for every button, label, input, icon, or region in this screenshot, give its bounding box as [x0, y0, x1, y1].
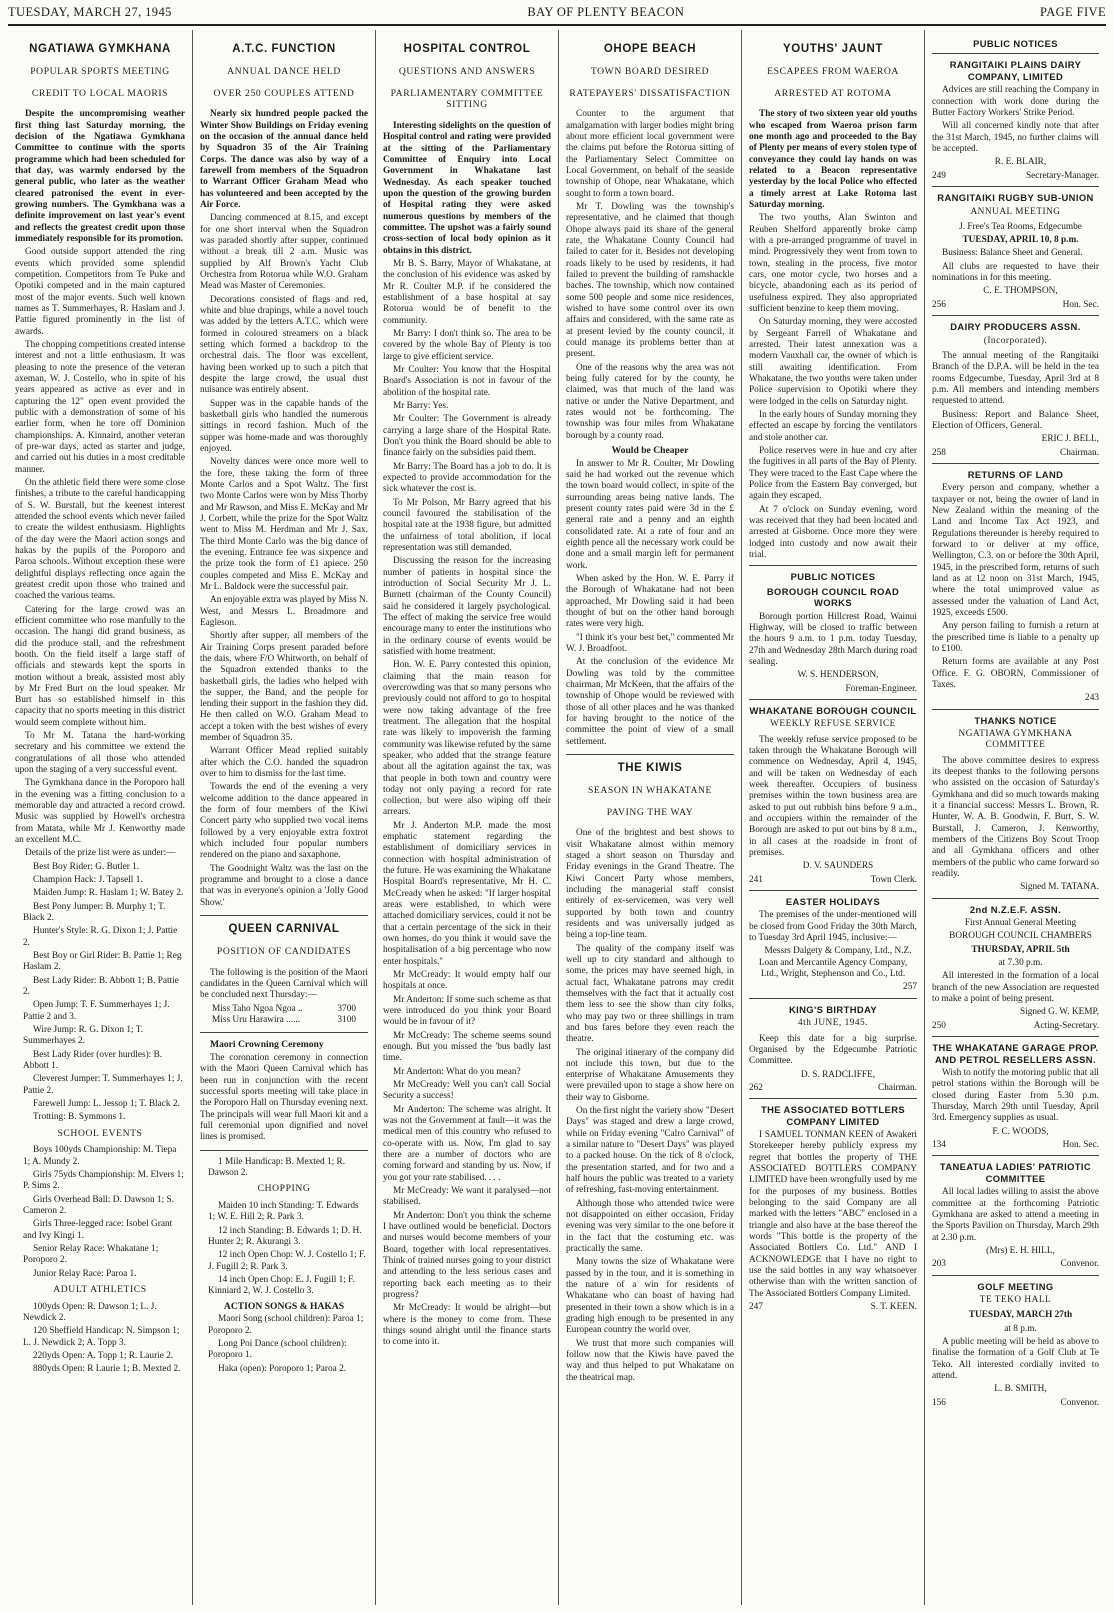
chopping-heading: CHOPPING: [257, 1183, 311, 1195]
kiwis-paragraph: On the first night the variety show "Desert Days" was staged and drew a large crowd, while on Friday evening "Calro Carnival" of a similar nature to "Desert Days" was played to a packed house. On the tick of 8 o'clock, the presentation started, and for two and a half hours the public was treated to a variety of refreshing, fast-moving entertainment.: [566, 1106, 734, 1196]
hospital-paragraph: Mr McCready: We want it paralysed—not stabilised.: [383, 1185, 551, 1208]
kiwis-paragraph: Although those who attended twice were not disappointed on either occasion, Friday evening was very similar to the one before it in the fact that the costuming etc. was practically the same.: [566, 1198, 734, 1255]
result-line: Senior Relay Race: Whakatane 1; Poroporo 2.: [23, 1243, 159, 1266]
notice-signer: C. E. THOMPSON,: [983, 286, 1058, 297]
hospital-paragraph: Mr Barry: Yes.: [393, 401, 449, 411]
queen-paragraph: The following is the position of the Maori candidates in the Queen Carnival which will be concluded next Thursday:—: [200, 967, 368, 1001]
kiwis-paragraph: The quality of the company itself was well up to city standard and although to some, the prices may have seemed high, in actual fact, Whakatane patrons may credit themselves with the fact that it actually cost them less to see the show than city folks, who may pay two or three shillings in tram and bus fares before they even reach the theatre.: [566, 943, 734, 1045]
notice-footer: [749, 1302, 917, 1313]
notice-ref: 249: [932, 170, 946, 181]
notice-subtitle: TE TEKO HALL: [979, 1295, 1052, 1305]
notice-body: The annual meeting of the Rangitaiki Branch of the D.P.A. will be held in the tea rooms Edgecumbe, Tuesday, April 3rd at 8 p.m. All members and intending members requested to attend.: [932, 350, 1099, 407]
gymkhana-paragraph: Good outside support attended the ring events which provided some splendid competition. Competitors from Te Puke and Opotiki competed and in the main captured most of the major events. Such well known names as T. Summerhayes, R. Haslam and J. Pattie figured prominently in the list of awards.: [15, 247, 185, 337]
result-line: Best Lady Rider: B. Abbott 1; B. Pattie 2.: [23, 975, 179, 998]
atc-lead: Nearly six hundred people packed the Winter Show Buildings on Friday evening on the occasion of the annual dance held by Squadron 35 of the Air Training Corps. The dance was also by way of a farewell from members of the Squadron to Warrant Officer Graham Mead who has volunteered and been accepted by the Air Force.: [200, 109, 368, 211]
thanks-notice: [932, 709, 1099, 894]
gymkhana-subtitle-2: CREDIT TO LOCAL MAORIS: [31, 87, 169, 99]
column-atc: [192, 30, 375, 1605]
adult-athletics-heading: ADULT ATHLETICS: [53, 1283, 147, 1295]
hospital-subtitle: QUESTIONS AND ANSWERS: [398, 66, 536, 78]
youths-headline: YOUTHS' JAUNT: [783, 43, 883, 55]
notice-header: PUBLIC NOTICES: [790, 571, 876, 583]
notice-subtitle: WEEKLY REFUSE SERVICE: [770, 719, 896, 730]
notice-signer: L. B. SMITH,: [994, 1384, 1047, 1395]
hospital-paragraph: Mr McCready: Well you can't call Social Security a success!: [383, 1080, 551, 1102]
youths-paragraph: Police reserves were in hue and cry after the fugitives in all parts of the Bay of Plenty. They were traced to the East Cape where the Police from the Eastern Bay converged, but again they escaped.: [749, 445, 917, 502]
youths-lead: The story of two sixteen year old youths who escaped from Waeroa prison farm one month ago and proceeded to the Bay of Plenty per means of every stolen type of conveyance they could lay hands on was related to a Beacon representative yesterday by the local Police who effected a timely arrest at Lake Rotoma last Saturday morning.: [749, 109, 917, 211]
result-line: Best Lady Rider (over hurdles): B. Abbott 1.: [23, 1049, 163, 1071]
notice-ref: 250: [932, 1020, 946, 1031]
notice-line: BOROUGH COUNCIL CHAMBERS: [949, 931, 1092, 942]
atc-paragraph: Towards the end of the evening a very welcome addition to the dance appeared in the form of four members of the Kiwi Concert party who supplied two vocal items followed by a very enjoyable extra foxtrot which included four popular numbers rendered on the piano and saxaphone.: [200, 782, 368, 861]
hospital-paragraph: Mr Barry: The Board has a job to do. It is expected to provide accommodation for the sick whatever the cost is.: [383, 461, 551, 495]
hospital-paragraph: Mr Coulter: The Government is already carrying a large share of the Hospital Rate. Don't you think the Board should be able to finance fairly on the subsidies paid them.: [383, 414, 551, 459]
gymkhana-subtitle: POPULAR SPORTS MEETING: [30, 66, 170, 78]
notice-body: Keep this date for a big surprise. Organised by the Edgecumbe Patriotic Committee.: [749, 1033, 917, 1067]
kiwis-paragraph: Many towns the size of Whakatane were passed by in the tour, and it is something in the nature of a win for residents of Whakatane who can boast of having had presented in their town a show which is in a grading high enough to be presented in any European country the world over.: [566, 1257, 734, 1336]
result-line: Maiden 10 inch Standing: T. Edwards 1; W. E. Hill 2; R. Park 3.: [208, 1201, 359, 1223]
gymkhana-paragraph: The Gymkhana dance in the Poroporo hall in the evening was a fitting conclusion to a memorable day and attracted a record crowd. Music was supplied by Howell's orchestra from Matata, while Mr J. Kenworthy made an excellent M.C.: [15, 778, 185, 846]
notice-body: The above committee desires to express its deepest thanks to the following persons who assisted on the occasion of Saturday's Gymkhana and did so much towards making it a financial success: Messrs L. Brown, R. Hunter, W. A. B. Goodwin, F. Burt, S. W. Burstall, J. Cameron, J. Kenworthy, members of the Citizens Boy Scout Troop and all Gymkhana officers and other members of the public who came forward so readily.: [932, 755, 1099, 879]
notice-body: A public meeting will be held as above to finalise the formation of a Golf Club at Te Teko. All interested cordially invited to attend.: [932, 1336, 1099, 1381]
gymkhana-paragraph: The chopping competitions created intense interest and not a little enthusiasm. It was pleasing to note the presence of the veteran axeman, W. J. Costello, who in spite of his years appeared as active as ever and in capturing the 12" open event provided the public with a demonstration of some of his earlier form, when he tore off Dominion championships. A. Kinnaird, another veteran of pre-war days, acted as starter and judge, and carried out his duties in a most creditable manner.: [15, 339, 185, 475]
notice-title: RANGITAIKI RUGBY SUB-UNION: [937, 192, 1094, 204]
candidate-votes: 3700: [337, 1003, 356, 1014]
queen-headline: QUEEN CARNIVAL: [228, 923, 340, 936]
notice-body: Return forms are available at any Post Office. F. G. OBORN, Commissioner of Taxes.: [932, 657, 1099, 690]
hospital-paragraph: Mr Anderton: What do you mean?: [393, 1066, 521, 1077]
hospital-paragraph: Mr B. S. Barry, Mayor of Whakatane, at the conclusion of his evidence was asked by Mr R. Coulter M.P. if he considered the establishment of a base hospital at say Rotorua would be of benefit to the community.: [383, 259, 551, 326]
notice-body: I SAMUEL TONMAN KEEN of Awakeri Storekeeper hereby publicly express my regret that bottles the property of THE ASSOCIATED BOTTLERS COMPANY LIMITED have been wrongfully used by me for the purposes of my business. Bottles belonging to the said Company are all marked with the letters "ABC" enclosed in a triangle and also have at the base thereof the words "This bottle is the property of the Associated Bottlers Co. Ltd." AND I ACKNOWLEDGE that I have no right to use the said bottles in any way whatsoever otherwise than with the written sanction of The Associated Bottlers Company Limited.: [749, 1130, 917, 1299]
easter-notice: [749, 890, 917, 994]
notice-title: RANGITAIKI PLAINS DAIRY COMPANY, LIMITED: [949, 59, 1082, 82]
notice-body: Advices are still reaching the Company in connection with work done during the Butter Factory Workers' Strike Period.: [932, 85, 1099, 119]
notice-ref: 243: [1085, 693, 1099, 704]
result-line: Wire Jump: R. G. Dixon 1; T. Summerhayes 2.: [23, 1025, 144, 1047]
masthead-rule: [8, 24, 1106, 26]
newspaper-name: BAY OF PLENTY BEACON: [527, 4, 685, 19]
rangitaiki-dairy-notice: [932, 53, 1099, 182]
result-line: 100yds Open: R. Dawson 1; L. J. Newdick 2.: [23, 1301, 157, 1323]
notice-signer-title: Town Clerk.: [870, 874, 917, 885]
notice-title: RETURNS OF LAND: [967, 468, 1064, 480]
road-works-notice: [749, 565, 917, 695]
ohope-paragraph: Counter to the argument that amalgamation with larger bodies might bring about more efficient local government were the claims put before the Rotorua sitting of the Parliamentary Select Committee on Local Government, on behalf of the seaside township of Ohope, near Whakatane, which sought to form a town board.: [566, 109, 734, 199]
youths-subtitle-2: ARRESTED AT ROTOMA: [774, 87, 892, 99]
newspaper-page: [8, 30, 1106, 1605]
notice-date: TUESDAY, APRIL 10, 8 p.m.: [962, 235, 1079, 246]
notice-title: DAIRY PRODUCERS ASSN.: [950, 321, 1081, 333]
notice-title: WHAKATANE BOROUGH COUNCIL: [749, 704, 917, 716]
notice-signer-title: Secretary-Manager.: [1025, 170, 1099, 181]
candidate-name: Miss Taho Ngoa Ngoa ..: [212, 1003, 303, 1014]
atc-paragraph: Shortly after supper, all members of the Air Training Corps present paraded before the dais, where F/O Whitworth, on behalf of the Squadron extended thanks to the basketball girls, the ladies who helped with the supper, the Band, and the people for lending their support in the fashion they did. He then called on W.O. Graham Mead to accept a token with the best wishes of every member of Squadron 35.: [200, 631, 368, 744]
ohope-crosshead: Would be Cheaper: [611, 444, 689, 456]
notice-time: at 7.30 p.m.: [998, 958, 1043, 969]
notice-body: Business: Balance Sheet and General.: [942, 248, 1083, 259]
gymkhana-paragraph: On the athletic field there were some close finishes, a tribute to the careful handicapping of S. W. Burstall, but the keenest interest attended the school events which never failed to create the wildest enthusiasm. Highlights of the day were the Maori action songs and hakas by the pupils of the Poroporo and Paroa schools. Without exception these were delightful displays reflecting once again the greatest credit upon those who trained and coached the various teams.: [15, 477, 185, 602]
notice-signer-title: Convenor.: [1060, 1259, 1099, 1270]
column-ohope-kiwis: [558, 30, 741, 1605]
nzef-notice: [932, 898, 1099, 1032]
result-line: Maori Song (school children): Paroa 1; Poroporo 2.: [208, 1314, 364, 1336]
notice-subtitle: NGATIAWA GYMKHANA COMMITTEE: [958, 729, 1073, 751]
dairy-producers-notice: [932, 315, 1099, 459]
hospital-paragraph: Mr Coulter: You know that the Hospital Board's Association is not in favour of the abolition of the hospital rate.: [383, 365, 551, 398]
notice-body: Every person and company, whether a taxpayer or not, being the owner of land in New Zealand within the meaning of the Land and Income Tax Act 1923, and Regulations thereunder is hereby required to forward to or deliver at my office, Wellington, C.3. on or before the 30th April, 1945, in the prescribed form, returns of such land as at 12 noon on 31st March, 1945, where the total unimproved value as assessed under the valuation of Land Act, 1925, exceeds £500.: [932, 483, 1099, 618]
notice-signer: F. C. WOODS,: [992, 1126, 1049, 1137]
candidate-votes: 3100: [337, 1015, 356, 1026]
candidate-row: [200, 1015, 368, 1026]
column-gymkhana: [8, 30, 192, 1605]
notice-signer: S. T. KEEN.: [870, 1302, 917, 1313]
ohope-paragraph: When asked by the Hon. W. E. Parry if the Borough of Whakatane had not been approached, Mr Dowling said it had been thought of but on the other hand borough rates were very high.: [566, 573, 734, 630]
refuse-notice: [749, 699, 917, 886]
notice-footer: [932, 1259, 1099, 1270]
notice-signer: Signed M. TATANA.: [1020, 882, 1099, 893]
hospital-paragraph: Mr Barry: I don't think so. The area to be covered by the whole Bay of Plenty is too large to give efficient service.: [383, 329, 551, 362]
notice-signer: R. E. BLAIR,: [994, 157, 1047, 168]
notice-footer: [932, 300, 1099, 311]
notice-body: Any person failing to furnish a return at the prescribed time is liable to a penalty up to £100.: [932, 621, 1099, 654]
notice-subtitle: (Incorporated).: [983, 335, 1048, 346]
hospital-paragraph: Hon. W. E. Parry contested this opinion, claiming that the main reason for overcrowding was that so many persons who previously could not afford to go to hospital were now taking advantage of the free treatment. The allegation that the hospital rate was likely to impoverish the farming community was likewise refuted by the same speaker, who added that the strange feature about all the agitation against the tax, was that people in both town and country were today not only paying a record for rate collection, but were also wiping off their arrears.: [383, 660, 551, 818]
atc-paragraph: Novelty dances were once more well to the fore, these taking the form of three Monte Carlos and a Spot Waltz. The first two Monte Carlos were won by Miss Thorby and Mr Rawson, and Miss E. McKay and Mr J. Corbett, while the prize for the Spot Waltz went to Miss M. Herdman and Mr J. Sax. The third Monte Carlo was the big dance of the evening. Entrance fee was sixpence and the prize took the form of £1 apiece. 250 couples competed and Miss E. McKay and Mr L. Baldock were the successful pair.: [200, 457, 368, 592]
notice-firms: Messrs Dalgety & Company, Ltd., N.Z. Loan and Mercantile Agency Company, Ltd., Wright, Stephenson and Co., Ltd.: [758, 946, 912, 980]
hospital-paragraph: To Mr Polson, Mr Barry agreed that his council favoured the stabilisation of the hospital rate at the 1938 figure, but admitted the unfairness of total abolition, if local representation was still demanded.: [383, 497, 551, 553]
result-line: Farewell Jump: L. Jessop 1; T. Black 2.: [33, 1098, 180, 1109]
notice-signer: W. S. HENDERSON,: [797, 670, 879, 681]
notice-body: All interested in the formation of a local branch of the new Association are requested to make a point of being present.: [932, 971, 1099, 1005]
notice-date: THURSDAY, APRIL 5th: [971, 944, 1070, 955]
notice-body: All clubs are requested to have their nominations in for this meeting.: [932, 261, 1099, 284]
notice-title: GOLF MEETING: [977, 1280, 1054, 1292]
adult-results: [15, 1302, 185, 1376]
notice-signer-title: Acting-Secretary.: [1033, 1020, 1099, 1031]
atc-subtitle-2: OVER 250 COUPLES ATTEND: [213, 87, 355, 99]
notice-footer: [932, 1140, 1099, 1151]
kiwis-paragraph: We trust that more such companies will follow now that the Kiwis have paved the way and thus helped to put Whakatane on the theatrical map.: [566, 1338, 734, 1383]
ohope-subtitle-2: RATEPAYERS' DISSATISFACTION: [569, 87, 731, 99]
result-line: 14 inch Open Chop: E. J. Fugill 1; F. Kinniard 2, W. J. Costello 3.: [208, 1275, 355, 1297]
notice-body: The premises of the under-mentioned will be closed from Good Friday the 30th March, to Tuesday 3rd April 1945, inclusive:—: [749, 910, 917, 944]
atc-subtitle: ANNUAL DANCE HELD: [227, 66, 341, 78]
notice-venue: J. Free's Tea Rooms, Edgecumbe: [959, 221, 1082, 232]
hospital-paragraph: Mr Anderton: If some such scheme as that were introduced do you think your Board would be in favour of it?: [383, 994, 551, 1028]
ohope-paragraph: In answer to Mr R. Coulter, Mr Dowling said he had worked out the revenue which the town board would collect, in spite of the surrounding areas being native lands. The present county rates paid were 3d in the £ general rate and a penny and an eighth consolidated rate. At a rate of four and an eighth pence all the necessary work could be done and a small margin left for permanent work.: [566, 458, 734, 571]
result-line: Girls 75yds Championship: M. Elvers 1; P. Sims 2.: [23, 1170, 184, 1192]
notice-body: The weekly refuse service proposed to be taken through the Whakatane Borough will commence on Wednesday, April 4, 1945, and will be taken on Wednesday of each week thereafter. Occupiers of business premises within the town business area are asked to put out rubbish bins before 9 a.m., and occupiers within the remainder of the Borough are asked to put out bins by 8 a.m., in all cases at the roadside in front of premises.: [749, 734, 917, 858]
notice-title: 2nd N.Z.E.F. ASSN.: [969, 903, 1062, 915]
hospital-paragraph: Mr McCready: It would be alright—but where is the money to come from. These things sound alright until the finance starts to come into it.: [383, 1303, 551, 1348]
notice-signer-title: Foreman-Engineer.: [845, 683, 917, 694]
hospital-paragraph: Mr Anderton: The scheme was alright. It was not the Government at fault—it was the medical men of this country who refused to co-operate with us. Now, I'm glad to say there are a number of doctors who are coming forward and standing by us. Now, if you got your rate stabilised. . . .: [383, 1104, 551, 1183]
result-line: Trotting: B. Symmons 1.: [33, 1112, 126, 1123]
hospital-paragraph: Mr J. Anderton M.P. made the most emphatic statement regarding the establishment of domiciliary services in connection with hospital administration of the future. He was examining the Whakatane Hospital Board's representative, Mr H. C. McCready when he asked: "If larger hospital areas were established, to which were attached domiciliary services, could it not be that a certain percentage of the sick in their own homes, do you think it would save the hospitalisation of a big percentage who now enter hospitals.": [383, 820, 551, 967]
hospital-paragraph: Mr McCready: It would empty half our hospitals at once.: [383, 970, 551, 992]
column-youths-notices: [741, 30, 924, 1605]
notice-subtitle: ANNUAL MEETING: [970, 206, 1061, 217]
gymkhana-paragraph: To Mr M. Tatana the hard-working secretary and his committee we extend the congratulations of all those who attended upon the staging of a very successful event.: [15, 731, 185, 776]
notice-footer: [932, 448, 1099, 459]
notice-signer: (Mrs) E. H. HILL,: [986, 1245, 1055, 1256]
result-line: Boys 100yds Championship: M. Tiepa 1; A. Mundy 2.: [23, 1145, 177, 1167]
notice-body: Wish to notify the motoring public that all petrol stations within the Borough will be closed during Easter from 5.30 p.m. Thursday, March 29th until Tuesday, April 3rd. Emergency supplies as usual.: [932, 1068, 1099, 1124]
taneatua-notice: [932, 1155, 1099, 1270]
gymkhana-paragraph: Catering for the large crowd was an efficient committee who rose manfully to the occasion. The hangi did grand business, as did the produce stall, and the refreshment booth. On the field itself a large staff of officials and stewards kept the sports in motion without a break, assisted most ably by Mr Fred Burt on the loud speaker. Mr Burt has so established himself in this capacity that no sports meeting in this district would seem complete without him.: [15, 604, 185, 728]
section-rule: [200, 915, 368, 916]
issue-date: TUESDAY, MARCH 27, 1945: [8, 4, 172, 19]
candidate-row: [200, 1004, 368, 1015]
ohope-paragraph: At the conclusion of the evidence Mr Dowling was told by the committee chairman, Mr McKeen, that the affairs of the township of Ohope would be reviewed with those of all other places and he was thanked for having brought to the notice of the committee the point of view of a small settlement.: [566, 657, 734, 747]
notice-body: Business: Report and Balance Sheet, Election of Officers, General.: [932, 409, 1099, 431]
gymkhana-paragraph: Details of the prize list were as under:—: [25, 848, 176, 859]
result-line: Maiden Jump: R. Haslam 1; W. Batey 2.: [33, 888, 184, 899]
kiwis-subtitle: SEASON IN WHAKATANE: [588, 784, 712, 796]
notice-title: THANKS NOTICE: [974, 714, 1057, 726]
column-public-notices: [924, 30, 1106, 1605]
youths-paragraph: At 7 o'clock on Sunday evening, word was received that they had been located and arrested at Gisborne. Once more they were lodged into custody and now await their trial.: [749, 504, 917, 560]
youths-paragraph: On Saturday morning, they were accosted by Sergeant Farrell of Whakatane and arrested. Their latest annexation was a modern Vauxhall car, the owner of which is still awaiting identification. From Whakatane, the two youths were taken under Police supervision to Opotiki where they were lodged in the cells on Saturday night.: [749, 317, 917, 407]
notice-time: at 8 p.m.: [1004, 1323, 1037, 1334]
atc-paragraph: Supper was in the capable hands of the basketball girls who handled the numerous sittings in record fashion. Much of the supper was home-made and was thoroughly enjoyed.: [200, 398, 368, 454]
result-line: Junior Relay Race: Paroa 1.: [33, 1268, 137, 1279]
atc-paragraph: Dancing commenced at 8.15, and except for one short interval when the Squadron was paraded shortly after supper, continued without a break till 2 a.m. Music was supplied by Alf Brown's Yacht Club Orchestra from Rotorua while W.O. Graham Mead was Master of Ceremonies.: [200, 213, 368, 292]
ohope-paragraph: "I think it's your best bet," commented Mr W. J. Broadfoot.: [566, 632, 734, 654]
atc-paragraph: An enjoyable extra was played by Miss N. West, and Messrs L. Broadmore and Eagleson.: [200, 595, 369, 628]
ohope-paragraph: One of the reasons why the area was not being fully catered for by the county, he claimed, was that much of the land was native or under the Native Department, and rates would not be forthcoming. The township was four miles from Whakatane borough by a county road.: [566, 362, 734, 441]
result-line: Haka (open): Poroporo 1; Paroa 2.: [218, 1363, 347, 1374]
atc-headline: A.T.C. FUNCTION: [232, 43, 336, 55]
notice-signer: ERIC J. BELL,: [1041, 434, 1099, 445]
result-line: 1 Mile Handicap: B. Mexted 1; R. Dawson 2.: [208, 1156, 346, 1179]
kiwis-paragraph: One of the brightest and best shows to visit Whakatane almost within memory staged a short season on Thursday and Friday evenings in the Grand Theatre. The Kiwi Concert Party whose members, including the managerial staff consist entirely of ex-servicemen, was very well supported by both town and country residents and was universally judged as being a top-line team.: [566, 828, 734, 941]
notice-title: THE ASSOCIATED BOTTLERS COMPANY LIMITED: [760, 1104, 906, 1127]
ohope-subtitle: TOWN BOARD DESIRED: [590, 66, 710, 78]
notice-signer-title: Chairman.: [1060, 447, 1099, 458]
section-rule: [566, 754, 734, 755]
notice-footer: [932, 171, 1099, 182]
notice-ref: 257: [903, 982, 917, 993]
notice-ref: 256: [932, 299, 946, 310]
notice-title: EASTER HOLIDAYS: [785, 895, 881, 907]
result-line: Cleverest Jumper: T. Summerhayes 1; J. Pattie 2.: [23, 1074, 183, 1096]
result-line: Best Pony Jumper: B. Murphy 1; T. Black 2.: [23, 901, 166, 924]
atc-paragraph: Warrant Officer Mead replied suitably after which the C.O. handed the squadron over to him to dismiss for the last time.: [200, 746, 368, 780]
notice-line: First Annual General Meeting: [964, 918, 1077, 929]
notice-signer-title: Hon. Sec.: [1062, 299, 1099, 310]
youths-subtitle: ESCAPEES FROM WAEROA: [767, 66, 899, 78]
notice-ref: 203: [932, 1259, 946, 1270]
result-line: Girls Overhead Ball: D. Dawson 1; S. Cameron 2.: [23, 1194, 174, 1216]
returns-of-land-notice: [932, 463, 1099, 705]
notice-title: TANEATUA LADIES' PATRIOTIC COMMITTEE: [939, 1161, 1092, 1184]
notice-footer: [932, 1398, 1099, 1409]
notice-footer: [749, 1083, 917, 1094]
result-line: 220yds Open: A. Topp 1; R. Laurie 2.: [33, 1350, 174, 1361]
notice-signer-title: Convenor.: [1060, 1397, 1099, 1408]
section-rule: [200, 1032, 368, 1033]
result-line: Girls Three-legged race: Isobel Grant and Ivy Kingi 1.: [23, 1219, 173, 1241]
notice-ref: 134: [932, 1139, 946, 1150]
result-line: 120 Sheffield Handicap: N. Simpson 1; L. J. Newdick 2; A. Topp 3.: [23, 1326, 180, 1348]
kings-birthday-notice: [749, 998, 917, 1094]
notice-signer: D. S. RADCLIFFE,: [800, 1069, 876, 1080]
column-hospital: [375, 30, 558, 1605]
notice-ref: 247: [749, 1302, 763, 1313]
notice-footer: [932, 1021, 1099, 1032]
golf-notice: [932, 1275, 1099, 1409]
result-line: 12 inch Standing: B. Edwards 1; D. H. Hunter 2; R. Akurangi 3.: [208, 1225, 362, 1248]
kiwis-paragraph: The original itinerary of the company did not include this town, but due to the enterprise of Whakatane Amusements they were prevailed upon to stage a show here on their way to Gisborne.: [566, 1047, 734, 1103]
result-line: Hunter's Style: R. G. Dixon 1; J. Pattie 2.: [23, 926, 178, 948]
ring-results: [15, 862, 185, 1124]
notice-date: TUESDAY, MARCH 27th: [968, 1310, 1073, 1321]
notice-ref: 241: [749, 874, 763, 885]
hospital-headline: HOSPITAL CONTROL: [403, 43, 531, 55]
school-results: [15, 1145, 185, 1280]
notice-signer: Signed G. W. KEMP,: [1019, 1007, 1099, 1018]
hospital-paragraph: Mr Anderton: Don't you think the scheme I have outlined would be beneficial. Doctors and nurses would become members of your Board, together with local representatives. Think of trained nurses going to your district and attending to the less serious cases and reporting back each meeting as to their progress?: [383, 1210, 551, 1300]
atc-paragraph: The Goodnight Waltz was the last on the programme and brought to a close a dance that was in everyone's opinion a 'Jolly Good Show.': [200, 863, 368, 908]
crowning-paragraph: The coronation ceremony in connection with the Maori Queen Carnival which has been run in conjunction with the recent successful sports meeting will take place in the Poroporo Hall on Thursday evening next. The principals will wear full Maori kit and a full ceremonial upon dignified and novel lines is promised.: [200, 1053, 368, 1143]
notice-signer-title: Hon. Sec.: [1062, 1139, 1099, 1150]
queen-subtitle: POSITION OF CANDIDATES: [216, 946, 352, 958]
section-rule: [200, 1150, 368, 1151]
notice-date: 4th JUNE, 1945.: [798, 1018, 868, 1029]
notice-body: All local ladies willing to assist the above committee at the forthcoming Patriotic Gymkhana are asked to attend a meeting in the Sports Pavilion on Thursday, March 29th at 2.30 p.m.: [932, 1187, 1099, 1243]
result-line: Best Boy Rider: G. Butler 1.: [33, 861, 140, 872]
hospital-lead: Interesting sidelights on the question of Hospital control and rating were provided at the sitting of the Parliamentary Committee of Enquiry into Local Government in Whakatane last Wednesday. As each speaker touched upon the question of the growing burden of Hospital rating they were asked numerous questions by members of the committee. The upshot was a fairly sound cross-section of local body opinion as it obtains in this district.: [383, 121, 551, 256]
result-line: Long Poi Dance (school children): Poroporo 1.: [208, 1339, 347, 1361]
gymkhana-headline: NGATIAWA GYMKHANA: [29, 43, 171, 55]
masthead: [8, 2, 1106, 22]
hospital-subtitle-2: PARLIAMENTARY COMMITTEE SITTING: [390, 87, 544, 111]
notice-signer: D. V. SAUNDERS: [802, 861, 874, 872]
page-number: PAGE FIVE: [1039, 4, 1106, 19]
garage-notice: [932, 1036, 1099, 1151]
notice-title: THE WHAKATANE GARAGE PROP. AND PETROL RESELLERS ASSN.: [932, 1042, 1099, 1065]
gymkhana-lead: Despite the uncompromising weather first thing last Saturday morning, the decision of the Ngatiawa Gymkhana Committee to continue with the sports programme which had been scheduled for that day, was warmly endorsed by the general public, who later as the weather cleared patronised the event in ever-growing numbers. The Gymkhana was a definite improvement on last year's event and reflects the greatest credit upon those immediately responsible for its promotion.: [15, 109, 185, 245]
notices-header: PUBLIC NOTICES: [973, 38, 1058, 49]
kiwis-headline: THE KIWIS: [617, 761, 683, 774]
youths-paragraph: The two youths, Alan Swinton and Reuben Shelford apparently broke camp with a pre-arranged programme of travel in mind. Progressively they went from town to town, stealing in the process, five motor cars, one motor cycle, two horses and a bicycle, abandoning each as its period of usefulness expired. They also appropriated sufficient benzine to keep them moving.: [749, 213, 917, 314]
notice-ref: 262: [749, 1082, 763, 1093]
notice-title: KING'S BIRTHDAY: [788, 1003, 878, 1015]
ohope-headline: OHOPE BEACH: [603, 43, 697, 55]
hospital-paragraph: Mr McCready: The scheme seems sound enough. But you missed the 'bus badly last time.: [383, 1030, 551, 1064]
result-line: Open Jump: T. F. Summerhayes 1; J. Pattie 2 and 3.: [23, 1000, 170, 1022]
notice-body: Borough portion Hillcrest Road, Wainui Highway, will be closed to traffic between the hours 9 a.m. to 1 p.m. today Tuesday, 27th and Wednesday 28th March during road sealing.: [749, 611, 917, 667]
action-songs-heading: ACTION SONGS & HAKAS: [223, 1300, 345, 1312]
notice-body: Will all concerned kindly note that after the 31st March, 1945, no further claims will be accepted.: [932, 121, 1099, 155]
result-line: Champion Hack: J. Tapsell 1.: [33, 875, 143, 886]
notice-title: BOROUGH COUNCIL ROAD WORKS: [766, 585, 900, 609]
notice-ref: 258: [932, 447, 946, 458]
notice-ref: 156: [932, 1397, 946, 1408]
atc-paragraph: Decorations consisted of flags and red, white and blue drapings, while a novel touch was added by the letters A.T.C. which were formed in coloured streamers on a black setting which formed a backdrop to the orchestral dais. The floor was excellent, having been worked up to such a pitch that despite the large crowd, the usual dust nuisance was entirely absent.: [200, 294, 368, 396]
rugby-notice: [932, 186, 1099, 311]
youths-paragraph: In the early hours of Sunday morning they effected an escape by forcing the ventilators and stole another car.: [749, 409, 917, 443]
school-events-heading: SCHOOL EVENTS: [57, 1127, 143, 1139]
notice-signer-title: Chairman.: [878, 1082, 917, 1093]
ohope-paragraph: Mr T. Dowling was the township's representative, and he claimed that though Ohope always paid its share of the general rate, the Whakatane County Council had failed to cater for it. Besides not developing roads likely to be used by residents, it had failed to prevent the building of ramshackle baches. The township, which now contained some 500 people and some nice residences, wished to have some control over its own affairs and considered, with the same rate as at present levied by the county council, it could manage its problems better than at present.: [566, 202, 734, 360]
kiwis-subtitle-2: PAVING THE WAY: [606, 806, 694, 818]
result-line: 880yds Open: R Laurie 1; B. Mexted 2.: [33, 1364, 181, 1375]
crowning-heading: Maori Crowning Ceremony: [210, 1039, 324, 1051]
candidate-name: Miss Uru Harawira ......: [212, 1015, 301, 1026]
hospital-paragraph: Discussing the reason for the increasing number of patients in hospital since the introduction of Social Security Mr J. L. Burnett (chairman of the County Council) said he considered it largely psychological. The effect of making the service free would encourage many to enter the institutions who in the ordinary course of events would be satisfied with home treatment.: [383, 556, 551, 657]
result-line: Best Boy or Girl Rider: B. Pattie 1; Reg Haslam 2.: [23, 951, 182, 973]
notice-footer: [749, 875, 917, 886]
result-line: 12 inch Open Chop: W. J. Costello 1; F. J. Fugill 2; R. Park 3.: [208, 1250, 366, 1272]
bottlers-notice: [749, 1098, 917, 1313]
